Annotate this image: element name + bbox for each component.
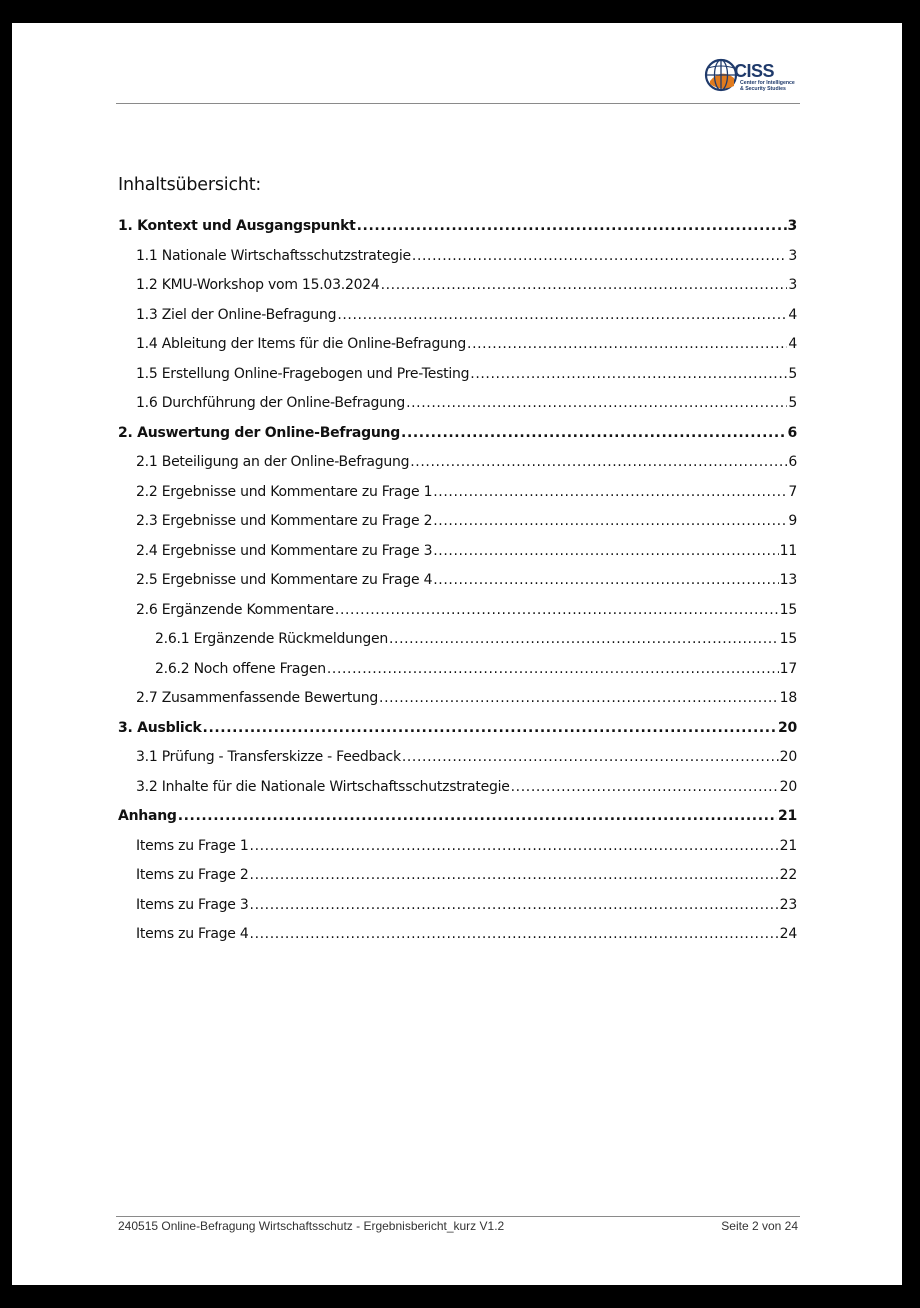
- toc-entry-label: 3. Ausblick: [118, 719, 202, 736]
- toc-entry[interactable]: [118, 926, 797, 956]
- logo-subtitle-line2: & Security Studies: [740, 86, 786, 92]
- toc-dot-leader: [467, 336, 787, 352]
- toc-dot-leader: [379, 690, 779, 706]
- toc-entry-label: 1.1 Nationale Wirtschaftsschutzstrategie: [136, 247, 411, 264]
- toc-entry[interactable]: [118, 897, 797, 927]
- toc-entry[interactable]: [118, 218, 797, 248]
- toc-entry-page: 5: [788, 395, 797, 411]
- toc-dot-leader: [203, 720, 777, 736]
- toc-entry-label: Anhang: [118, 808, 177, 824]
- toc-entry-page: 3: [788, 277, 797, 293]
- toc-entry[interactable]: [118, 543, 797, 573]
- toc-entry-label: 2.5 Ergebnisse und Kommentare zu Frage 4: [136, 572, 433, 588]
- toc-dot-leader: [401, 425, 786, 441]
- toc-entry[interactable]: [118, 513, 797, 543]
- toc-entry-label: Items zu Frage 1: [136, 837, 249, 854]
- toc-entry[interactable]: [118, 690, 797, 720]
- toc-dot-leader: [250, 897, 779, 913]
- toc-entry[interactable]: [118, 808, 797, 838]
- toc-entry[interactable]: [118, 248, 797, 278]
- toc-entry-page: 20: [778, 719, 797, 736]
- toc-entry[interactable]: [118, 602, 797, 632]
- toc-entry-label: 2.6.1 Ergänzende Rückmeldungen: [155, 631, 388, 647]
- footer-divider: [116, 1216, 800, 1217]
- toc-entry[interactable]: [118, 425, 797, 455]
- toc-entry-label: Items zu Frage 4: [136, 926, 249, 942]
- toc-entry-page: 17: [779, 660, 797, 677]
- table-of-contents: [118, 218, 797, 956]
- toc-entry-label: 3.1 Prüfung - Transferskizze - Feedback: [136, 749, 401, 765]
- toc-title: Inhaltsübersicht:: [118, 175, 262, 195]
- toc-entry-label: 1.3 Ziel der Online-Befragung: [136, 306, 337, 323]
- toc-entry[interactable]: [118, 631, 797, 661]
- document-page: [12, 23, 902, 1285]
- toc-entry[interactable]: [118, 454, 797, 484]
- toc-entry-label: 1.5 Erstellung Online-Fragebogen und Pre-Testing: [136, 365, 470, 382]
- logo-subtitle: [740, 80, 810, 92]
- toc-entry-page: 22: [779, 867, 797, 883]
- toc-entry-label: 2.3 Ergebnisse und Kommentare zu Frage 2: [136, 513, 433, 529]
- toc-entry-label: 2.6.2 Noch offene Fragen: [155, 660, 326, 677]
- header-divider: [116, 103, 800, 104]
- toc-entry[interactable]: [118, 277, 797, 307]
- toc-dot-leader: [410, 454, 787, 470]
- toc-dot-leader: [178, 808, 777, 824]
- toc-entry[interactable]: [118, 484, 797, 514]
- toc-dot-leader: [511, 779, 779, 795]
- toc-entry[interactable]: [118, 661, 797, 691]
- toc-dot-leader: [412, 248, 787, 264]
- toc-dot-leader: [406, 395, 787, 411]
- toc-entry[interactable]: [118, 838, 797, 868]
- toc-entry-label: Items zu Frage 3: [136, 896, 249, 913]
- toc-entry-label: 1.4 Ableitung der Items für die Online-Befragung: [136, 336, 467, 352]
- toc-entry-page: 3: [788, 247, 797, 264]
- toc-dot-leader: [250, 926, 779, 942]
- toc-entry-label: Items zu Frage 2: [136, 867, 249, 883]
- toc-entry-label: 2.6 Ergänzende Kommentare: [136, 601, 334, 618]
- toc-entry[interactable]: [118, 867, 797, 897]
- toc-dot-leader: [433, 572, 778, 588]
- toc-entry-page: 21: [779, 837, 797, 854]
- toc-entry-page: 13: [779, 572, 797, 588]
- toc-dot-leader: [433, 484, 787, 500]
- toc-entry-label: 1. Kontext und Ausgangspunkt: [118, 218, 356, 234]
- toc-entry[interactable]: [118, 336, 797, 366]
- toc-entry-page: 20: [779, 778, 797, 795]
- toc-entry-page: 11: [779, 542, 797, 559]
- logo-subtitle-line1: Center for Intelligence: [740, 80, 795, 86]
- toc-entry-label: 2.2 Ergebnisse und Kommentare zu Frage 1: [136, 483, 433, 500]
- logo-name: CISS: [734, 61, 775, 81]
- toc-entry-label: 2.4 Ergebnisse und Kommentare zu Frage 3: [136, 542, 433, 559]
- toc-entry-page: 9: [788, 513, 797, 529]
- toc-entry-label: 1.2 KMU-Workshop vom 15.03.2024: [136, 277, 380, 293]
- toc-entry-page: 7: [788, 483, 797, 500]
- toc-dot-leader: [335, 602, 779, 618]
- toc-entry-label: 2.7 Zusammenfassende Bewertung: [136, 690, 379, 706]
- toc-entry-page: 4: [788, 306, 797, 323]
- toc-entry-page: 23: [779, 896, 797, 913]
- toc-entry-label: 2.1 Beteiligung an der Online-Befragung: [136, 454, 410, 470]
- toc-entry[interactable]: [118, 307, 797, 337]
- footer-page-indicator: Seite 2 von 24: [721, 1219, 798, 1233]
- footer-document-name: 240515 Online-Befragung Wirtschaftsschutz - Ergebnisbericht_kurz V1.2: [118, 1219, 505, 1233]
- toc-dot-leader: [389, 631, 779, 647]
- toc-entry-label: 2. Auswertung der Online-Befragung: [118, 424, 401, 441]
- toc-entry[interactable]: [118, 572, 797, 602]
- toc-dot-leader: [357, 218, 787, 234]
- toc-dot-leader: [250, 838, 779, 854]
- toc-dot-leader: [470, 366, 787, 382]
- toc-entry[interactable]: [118, 749, 797, 779]
- toc-entry-page: 6: [787, 424, 797, 441]
- toc-entry[interactable]: [118, 720, 797, 750]
- toc-dot-leader: [433, 513, 787, 529]
- toc-entry-page: 5: [788, 365, 797, 382]
- toc-entry-label: 3.2 Inhalte für die Nationale Wirtschaftsschutzstrategie: [136, 778, 510, 795]
- toc-entry-page: 24: [779, 926, 797, 942]
- toc-entry-page: 18: [779, 690, 797, 706]
- toc-dot-leader: [402, 749, 779, 765]
- toc-entry-page: 15: [779, 601, 797, 618]
- toc-dot-leader: [250, 867, 779, 883]
- toc-entry-page: 21: [778, 808, 797, 824]
- ciss-logo: [704, 56, 804, 100]
- toc-dot-leader: [433, 543, 778, 559]
- toc-entry[interactable]: [118, 366, 797, 396]
- toc-dot-leader: [381, 277, 788, 293]
- toc-entry[interactable]: [118, 779, 797, 809]
- toc-dot-leader: [337, 307, 787, 323]
- toc-entry-page: 4: [788, 336, 797, 352]
- toc-entry-page: 3: [787, 218, 797, 234]
- toc-dot-leader: [327, 661, 779, 677]
- toc-entry-page: 15: [779, 631, 797, 647]
- toc-entry[interactable]: [118, 395, 797, 425]
- toc-entry-page: 20: [779, 749, 797, 765]
- toc-entry-label: 1.6 Durchführung der Online-Befragung: [136, 395, 406, 411]
- toc-entry-page: 6: [788, 454, 797, 470]
